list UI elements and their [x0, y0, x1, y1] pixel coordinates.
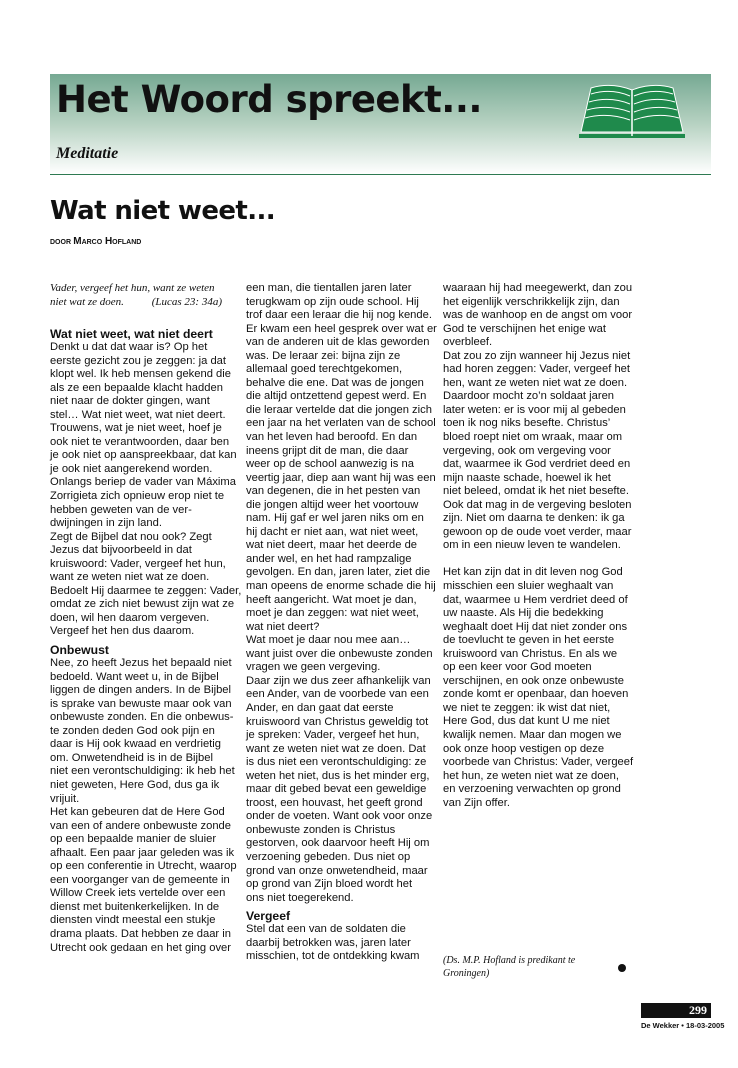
text-line: op een bepaalde manier de sluier	[50, 833, 217, 846]
text-line: Stel dat een van de soldaten die	[246, 923, 406, 936]
text-line: we niet te zeggen: ik wist dat niet,	[443, 701, 611, 714]
text-line: weghaalt doet Hij dat niet zonder ons	[443, 620, 628, 633]
text-line: heeft aangericht. Wat moet je dan,	[246, 593, 417, 606]
text-line: het hun, ze weten niet wat ze doen,	[443, 769, 620, 782]
text-line: bedoeld. Want weet u, in de Bijbel	[50, 670, 219, 683]
text-line: daarbij betrokken was, jaren later	[246, 936, 411, 949]
text-line: Here God, dus dat kunt U me niet	[443, 715, 610, 728]
text-line: was de wanhoop en de angst om voor	[443, 309, 633, 322]
text-line: van een of andere onbewuste zonde	[50, 819, 232, 832]
text-line: dwijningen in zijn land.	[50, 517, 162, 530]
text-line: je spreken: Vader, vergeef het hun,	[246, 729, 420, 742]
epigraph	[50, 282, 232, 309]
text-line: trof daar een leraar die hij nog kende.	[246, 309, 432, 322]
page-number: 299	[641, 1003, 711, 1018]
text-line: doen, wil hen daarom vergeven.	[50, 611, 210, 624]
text-line: troost, een houvast, het geeft grond	[246, 796, 423, 809]
text-line: uw naaste. Als Hij die bedekking	[443, 607, 604, 620]
text-line: weer op de school aanwezig is na	[246, 458, 414, 471]
author-name: Marco Hofland	[73, 236, 142, 247]
paragraph	[443, 566, 633, 810]
text-line: een jaar na het verlaten van de school	[246, 417, 436, 430]
column-1	[50, 282, 240, 955]
text-line: om. Onwetendheid is in de Bijbel	[50, 751, 213, 764]
text-line: moet je dan zeggen: wat niet weet,	[246, 607, 419, 620]
text-line: God te verschijnen het enige wat	[443, 322, 606, 335]
epigraph-line: niet wat ze doen. (Lucas 23: 34a)	[50, 295, 222, 308]
text-line: diensten vindt meestal een stukje	[50, 914, 216, 927]
text-line: was. De leraar zei: bijna zijn ze	[246, 349, 401, 362]
text-line: toen ik nog niks besefte. Christus’	[443, 417, 611, 430]
text-line: Utrecht ook gedaan en het ging over	[50, 941, 231, 954]
text-line: van Zijn offer.	[443, 796, 510, 809]
text-line: Dat zou zo zijn wanneer hij Jezus niet	[443, 349, 631, 362]
text-line: voorbede van Christus: Vader, vergeef	[443, 756, 634, 769]
text-line: zonde komt er openbaar, dan hoeven	[443, 688, 629, 701]
text-line: Zorrigieta zich opnieuw erop niet te	[50, 490, 225, 503]
text-line: Vergeef het hen dus daarom.	[50, 625, 195, 638]
text-line: die jongen altijd weer het voortouw	[246, 498, 419, 511]
paragraph	[443, 282, 633, 553]
column-3	[443, 282, 633, 810]
paragraph	[246, 923, 436, 964]
text-line: klopt wel. Ik heb mensen gekend die	[50, 368, 231, 381]
author-note-line: (Ds. M.P. Hofland is predikant te	[443, 955, 576, 966]
text-line: Willow Creek iets vertelde over een	[50, 887, 226, 900]
author-note	[443, 954, 575, 980]
article-title: Wat niet weet...	[50, 196, 276, 226]
text-line: later weten: er is voor mij al gebeden	[443, 403, 626, 416]
text-line: gevolgen. En dan, jaren later, ziet die	[246, 566, 431, 579]
text-line: want juist over die onbewuste zonden	[246, 647, 433, 660]
text-line: wat niet deert, maar het deerde de	[246, 539, 418, 552]
text-line: onder de voeten. Want ook voor onze	[246, 810, 433, 823]
text-line: dat, waarmee ik God verdriet deed en	[443, 458, 631, 471]
text-line: dat, waarmee u Hem verdriet deed of	[443, 593, 628, 606]
text-line: gestorven, ook daarvoor heeft Hij om	[246, 837, 430, 850]
text-line: gewoon op de oude voet verder, maar	[443, 525, 632, 538]
text-line: eerste gezicht zou je zeggen: ja dat	[50, 354, 227, 367]
text-line: het eigenlijk verschrikkelijk zijn, dan	[443, 295, 620, 308]
text-line: om in een nieuw leven te wandelen.	[443, 539, 621, 552]
text-line: Het kan gebeuren dat de Here God	[50, 806, 225, 819]
text-line: niet beleed, omdat ik het niet besefte.	[443, 485, 629, 498]
text-line: Ook dat mag in de vergeving besloten	[443, 498, 632, 511]
text-line: ander wel, en het had rampzalige	[246, 552, 412, 565]
text-line: bloed roept niet om wraak, maar om	[443, 431, 623, 444]
text-line: van degenen, die in het pesten van	[246, 485, 421, 498]
text-line: Zegt de Bijbel dat nou ook? Zegt	[50, 530, 212, 543]
epigraph-line: Vader, vergeef het hun, want ze weten	[50, 282, 215, 294]
text-line: die leraar vertelde dat die jongen zich	[246, 403, 432, 416]
text-line: is sprake van bewuste maar ook van	[50, 697, 232, 710]
byline-prefix: door	[50, 236, 71, 247]
text-line: allemaal goed terechtgekomen,	[246, 363, 403, 376]
text-line: verschijnen, en ook onze onbewuste	[443, 674, 624, 687]
column-2	[246, 282, 436, 964]
text-line: afhaalt. Een paar jaar geleden was ik	[50, 846, 235, 859]
text-line: niet een verontschuldiging: ik heb het	[50, 765, 235, 778]
text-line: grond van onze onwetendheid, maar	[246, 864, 428, 877]
text-line: weten het niet, dus is het minder erg,	[246, 769, 430, 782]
text-line: op grond van Zijn bloed wordt het	[246, 878, 413, 891]
text-line: op een keer voor God moeten	[443, 661, 592, 674]
text-line: stel… Wat niet weet, wat niet deert.	[50, 408, 226, 421]
text-line: ineens grijpt dit de man, die daar	[246, 444, 409, 457]
byline	[50, 236, 141, 247]
text-line: Daar zijn we dus zeer afhankelijk van	[246, 674, 431, 687]
text-line: een Ander, van de voorbede van een	[246, 688, 429, 701]
section-title: Het Woord spreekt...	[56, 78, 482, 121]
text-line: want ze weten niet wat ze doen.	[50, 571, 210, 584]
section-heading: Vergeef	[246, 909, 291, 924]
text-line: daar is Hij ook kwaad en verdrietig	[50, 738, 222, 751]
text-line: ons niet toegerekend.	[246, 891, 354, 904]
text-line: vergeving, ook om vergeving voor	[443, 444, 611, 457]
text-line: misschien een sluier weghaalt van	[443, 579, 614, 592]
text-line: vrijuit.	[50, 792, 80, 805]
text-line: behalve die ene. Dat was de jongen	[246, 376, 424, 389]
text-line: te zonden deden God ook pijn en	[50, 724, 215, 737]
text-line: hebben geweten van de ver-	[50, 503, 192, 516]
text-line: Ander, en dan gaat dat eerste	[246, 701, 394, 714]
text-line: maar dit gebed bevat een geweldige	[246, 783, 427, 796]
text-line: man opeens de enorme schade die hij	[246, 580, 436, 593]
text-line: als ze een bepaalde klacht hadden	[50, 381, 223, 394]
end-mark	[618, 964, 626, 972]
text-line: liggen de dingen anders. In de Bijbel	[50, 684, 231, 697]
text-line: de toevlucht te geven in het eerste	[443, 634, 615, 647]
text-line: hij dacht er niet aan, wat niet weet,	[246, 525, 419, 538]
text-line: want ze weten niet wat ze doen. Dat	[246, 742, 426, 755]
text-line: Jezus dat bijvoorbeeld in dat	[50, 544, 192, 557]
text-line: onbewuste zonden is Christus	[246, 823, 396, 836]
text-line: Trouwens, wat je niet weet, hoef je	[50, 422, 222, 435]
text-line: overbleef.	[443, 336, 493, 349]
text-line: kruiswoord: Vader, vergeef het hun,	[50, 557, 226, 570]
text-line: op een conferentie in Utrecht, waarop	[50, 860, 237, 873]
text-line: kruiswoord van Christus. En als we	[443, 647, 618, 660]
text-line: Bedoelt Hij daarmee te zeggen: Vader,	[50, 584, 242, 597]
text-line: van het leven had beroofd. En dan	[246, 431, 418, 444]
section-heading: Wat niet weet, wat niet deert	[50, 327, 213, 341]
text-line: waaraan hij had meegewerkt, dan zou	[443, 282, 633, 294]
text-line: Er kwam een heel gesprek over wat er	[246, 322, 437, 335]
text-line: is dus niet een verontschuldiging: ze	[246, 756, 427, 769]
text-line: hen, want ze weten niet wat ze doen.	[443, 376, 628, 389]
text-line: Onlangs beriep de vader van Máxima	[50, 476, 236, 489]
paragraph	[50, 341, 240, 639]
text-line: die altijd ontzettend gepest werd. En	[246, 390, 427, 403]
text-line: en verzoening verwachten op grond	[443, 783, 621, 796]
text-line: Nee, zo heeft Jezus het bepaald niet	[50, 657, 232, 670]
text-line: mijn naaste schade, hoewel ik het	[443, 471, 611, 484]
text-line: Wat moet je daar nou mee aan…	[246, 634, 411, 647]
text-line: je ook niet aangerekend worden.	[50, 462, 213, 475]
section-header	[50, 74, 711, 175]
section-subtitle: Meditatie	[56, 145, 119, 162]
text-line: onbewuste zonden. En die onbewus-	[50, 711, 234, 724]
bible-reference: (Lucas 23: 34a)	[151, 295, 222, 308]
text-line: niet geweten, Here God, dus ga ik	[50, 778, 220, 791]
text-line: veertig jaar, diep aan want hij was een	[246, 471, 436, 484]
text-line: kwalijk nemen. Maar dan mogen we	[443, 729, 622, 741]
text-line: misschien, tot de ontdekking kwam	[246, 950, 420, 963]
text-line: kruiswoord van Christus geweldig tot	[246, 715, 429, 728]
text-line: ook niet te verantwoorden, daar ben	[50, 435, 230, 448]
text-line: Daardoor mocht zo’n soldaat jaren	[443, 390, 615, 403]
text-line: drama plaats. Dat hebben ze daar in	[50, 927, 231, 940]
text-line: Denkt u dat dat waar is? Op het	[50, 341, 208, 353]
text-line: je ook niet op aanspreekbaar, dat kan	[50, 449, 237, 462]
paragraph	[246, 282, 436, 905]
text-line: dienst met buitenkerkelijken. In de	[50, 900, 220, 913]
author-note-line: Groningen)	[443, 968, 490, 979]
text-line: had horen zeggen: Vader, vergeef het	[443, 363, 631, 376]
text-line: terugkwam op zijn oude school. Hij	[246, 295, 419, 308]
text-line: een man, die tientallen jaren later	[246, 282, 412, 294]
section-heading: Onbewust	[50, 643, 109, 658]
text-line: nam. Hij gaf er wel jaren niks om en	[246, 512, 424, 525]
text-line: van de anderen uit de klas geworden	[246, 336, 430, 349]
text-line: een voorganger van de gemeente in	[50, 873, 230, 886]
text-line: vragen we geen vergeving.	[246, 661, 381, 674]
text-line: niet naar de dokter gingen, want	[50, 395, 210, 408]
text-line: wat niet deert?	[246, 620, 320, 633]
publication-info: De Wekker • 18-03-2005	[641, 1021, 725, 1030]
paragraph	[50, 657, 240, 955]
text-line: zijn. Niet om daarna te denken: ik ga	[443, 512, 625, 525]
text-line: ook onze hoop vestigen op deze	[443, 742, 605, 755]
open-book-icon	[577, 80, 687, 140]
text-line: verzoening gebeden. Dus niet op	[246, 850, 411, 863]
text-line: omdat ze zich niet bewust zijn wat ze	[50, 598, 235, 611]
text-line: Het kan zijn dat in dit leven nog God	[443, 566, 623, 579]
